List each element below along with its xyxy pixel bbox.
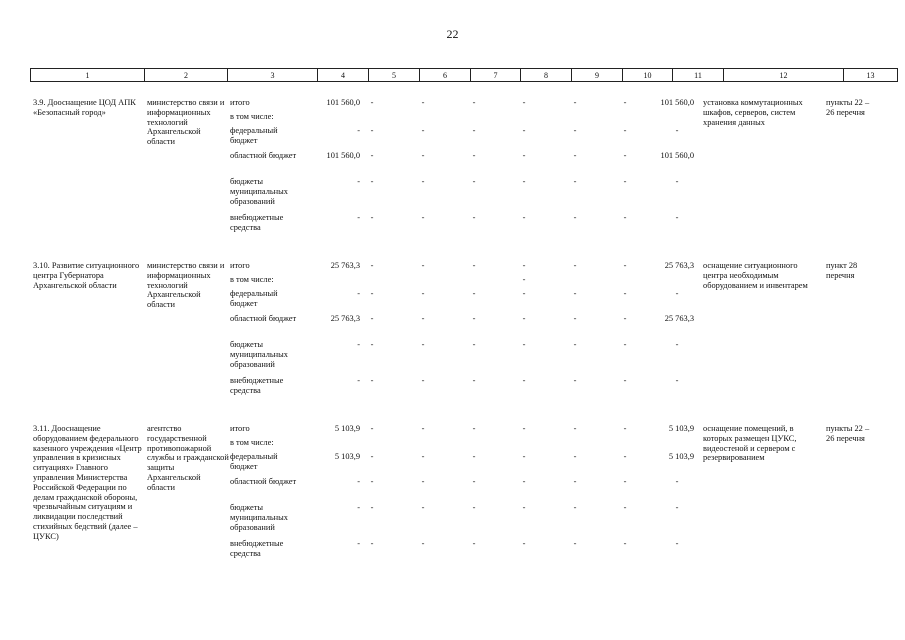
value-c5: - bbox=[370, 539, 374, 548]
column-number-header bbox=[30, 68, 898, 82]
column-header-1: 1 bbox=[31, 69, 145, 82]
value-c9: - bbox=[573, 177, 577, 186]
value-c9: - bbox=[573, 289, 577, 298]
value-c7: - bbox=[472, 424, 476, 433]
value-c7: - bbox=[472, 539, 476, 548]
value-c4: 101 560,0 bbox=[326, 151, 360, 160]
value-c8: - bbox=[522, 98, 526, 107]
value-c8: - bbox=[522, 376, 526, 385]
value-c9: - bbox=[573, 477, 577, 486]
value-c11: - bbox=[675, 213, 679, 222]
value-c9: - bbox=[573, 213, 577, 222]
measure-name: 3.9. Дооснащение ЦОД АПК «Безопасный город» bbox=[33, 98, 136, 117]
value-c9: - bbox=[573, 340, 577, 349]
value-c8: - bbox=[522, 539, 526, 548]
value-c4: 25 763,3 bbox=[330, 314, 360, 323]
value-c6: - bbox=[421, 539, 425, 548]
funding-source-label: областной бюджет bbox=[230, 477, 297, 486]
reference: пункты 22 – 26 перечня bbox=[826, 424, 870, 443]
value-c4: 101 560,0 bbox=[326, 98, 360, 107]
section-3-9 bbox=[30, 98, 877, 248]
value-c4: 25 763,3 bbox=[330, 261, 360, 270]
value-c7: - bbox=[472, 340, 476, 349]
value-c11: - bbox=[675, 126, 679, 135]
column-header-4: 4 bbox=[318, 69, 369, 82]
value-c9: - bbox=[573, 98, 577, 107]
value-c11: - bbox=[675, 539, 679, 548]
value-c5: - bbox=[370, 376, 374, 385]
value-c8: - bbox=[522, 126, 526, 135]
value-c4: - bbox=[357, 340, 360, 349]
value-c5: - bbox=[370, 213, 374, 222]
funding-source-label: внебюджетные средства bbox=[230, 539, 284, 558]
funding-source-label: внебюджетные средства bbox=[230, 376, 284, 395]
value-c7: - bbox=[472, 98, 476, 107]
value-c4: - bbox=[357, 126, 360, 135]
value-c5: - bbox=[370, 289, 374, 298]
column-header-11: 11 bbox=[673, 69, 724, 82]
funding-source-label: федеральный бюджет bbox=[230, 126, 278, 145]
measure-name: 3.11. Дооснащение оборудованием федерального казенного учреждения «Центр управления в кризисных ситуациях» Главного управления Министерства Российской Федерации по делам гражданской обороны, чрезвычайным ситуациям и ликвидации последствий стихийных бедствий (далее – ЦУКС) bbox=[33, 424, 142, 541]
value-c7: - bbox=[472, 177, 476, 186]
page-number: 22 bbox=[446, 27, 459, 41]
value-c4: - bbox=[357, 539, 360, 548]
value-c7: - bbox=[472, 376, 476, 385]
value-c7: - bbox=[472, 314, 476, 323]
value-c11: - bbox=[675, 503, 679, 512]
expected-result: оснащение помещений, в которых размещен ЦУКС, видеостеной и сервером с резервированием bbox=[703, 424, 797, 463]
value-c4: 5 103,9 bbox=[334, 424, 360, 433]
value-c10: - bbox=[623, 376, 627, 385]
value-c5: - bbox=[370, 452, 374, 461]
value-c11: 25 763,3 bbox=[664, 314, 694, 323]
value-c9: - bbox=[573, 503, 577, 512]
value-c6: - bbox=[421, 261, 425, 270]
value-c10: - bbox=[623, 539, 627, 548]
value-c6: - bbox=[421, 376, 425, 385]
value-c8: - bbox=[522, 340, 526, 349]
value-c4: - bbox=[357, 177, 360, 186]
value-c10: - bbox=[623, 424, 627, 433]
value-c10: - bbox=[623, 126, 627, 135]
column-header-3: 3 bbox=[228, 69, 318, 82]
executor: министерство связи и информационных технологий Архангельской области bbox=[147, 98, 225, 147]
value-c6: - bbox=[421, 98, 425, 107]
column-header-7: 7 bbox=[471, 69, 521, 82]
value-c11: - bbox=[675, 376, 679, 385]
value-c11: - bbox=[675, 340, 679, 349]
section-3-10 bbox=[30, 261, 877, 411]
value-c7: - bbox=[472, 213, 476, 222]
value-c4: 5 103,9 bbox=[334, 452, 360, 461]
value-c11: 101 560,0 bbox=[660, 98, 694, 107]
section-3-11 bbox=[30, 424, 877, 584]
value-c9: - bbox=[573, 376, 577, 385]
value-c9: - bbox=[573, 452, 577, 461]
value-c10: - bbox=[623, 261, 627, 270]
funding-source-label: бюджеты муниципальных образований bbox=[230, 503, 288, 532]
value-c9: - bbox=[573, 151, 577, 160]
value-c4: - bbox=[357, 289, 360, 298]
value-c9: - bbox=[573, 261, 577, 270]
value-c6: - bbox=[421, 126, 425, 135]
column-header-6: 6 bbox=[420, 69, 471, 82]
value-c8: - bbox=[522, 289, 526, 298]
value-c6: - bbox=[421, 452, 425, 461]
value-c4: - bbox=[357, 477, 360, 486]
value-c9: - bbox=[573, 126, 577, 135]
value-c7: - bbox=[472, 151, 476, 160]
value-c6: - bbox=[421, 477, 425, 486]
value-c5: - bbox=[370, 314, 374, 323]
funding-source-label: областной бюджет bbox=[230, 151, 297, 160]
value-c11: 5 103,9 bbox=[668, 452, 694, 461]
value-c6: - bbox=[421, 503, 425, 512]
executor: министерство связи и информационных технологий Архангельской области bbox=[147, 261, 225, 310]
value-c10: - bbox=[623, 289, 627, 298]
value-c5: - bbox=[370, 126, 374, 135]
value-c5: - bbox=[370, 424, 374, 433]
value-c6: - bbox=[421, 213, 425, 222]
value-c8: - bbox=[522, 452, 526, 461]
value-c10: - bbox=[623, 340, 627, 349]
funding-source-label: итого bbox=[230, 261, 250, 270]
column-header-5: 5 bbox=[369, 69, 420, 82]
value-c8: - bbox=[522, 177, 526, 186]
value-c11: - bbox=[675, 477, 679, 486]
value-c7: - bbox=[472, 126, 476, 135]
value-c8: - bbox=[522, 477, 526, 486]
value-c8: - bbox=[522, 275, 526, 284]
value-c10: - bbox=[623, 98, 627, 107]
value-c10: - bbox=[623, 151, 627, 160]
executor: агентство государственной противопожарной службы и гражданской защиты Архангельской области bbox=[147, 424, 229, 492]
value-c7: - bbox=[472, 452, 476, 461]
funding-source-label: бюджеты муниципальных образований bbox=[230, 177, 288, 206]
funding-source-label: внебюджетные средства bbox=[230, 213, 284, 232]
value-c7: - bbox=[472, 477, 476, 486]
value-c8: - bbox=[522, 314, 526, 323]
value-c6: - bbox=[421, 177, 425, 186]
value-c5: - bbox=[370, 503, 374, 512]
value-c4: - bbox=[357, 213, 360, 222]
value-c9: - bbox=[573, 539, 577, 548]
value-c10: - bbox=[623, 314, 627, 323]
value-c6: - bbox=[421, 151, 425, 160]
expected-result: оснащение ситуационного центра необходимым оборудованием и инвентарем bbox=[703, 261, 808, 290]
value-c8: - bbox=[522, 151, 526, 160]
value-c8: - bbox=[522, 213, 526, 222]
value-c10: - bbox=[623, 503, 627, 512]
value-c7: - bbox=[472, 503, 476, 512]
value-c11: 25 763,3 bbox=[664, 261, 694, 270]
value-c11: - bbox=[675, 289, 679, 298]
value-c6: - bbox=[421, 289, 425, 298]
funding-source-label: в том числе: bbox=[230, 112, 274, 121]
value-c10: - bbox=[623, 213, 627, 222]
value-c6: - bbox=[421, 314, 425, 323]
value-c8: - bbox=[522, 503, 526, 512]
funding-source-label: федеральный бюджет bbox=[230, 452, 278, 471]
funding-source-label: итого bbox=[230, 424, 250, 433]
reference: пункт 28 перечня bbox=[826, 261, 858, 280]
value-c5: - bbox=[370, 98, 374, 107]
column-header-12: 12 bbox=[724, 69, 844, 82]
funding-source-label: в том числе: bbox=[230, 275, 274, 284]
funding-source-label: бюджеты муниципальных образований bbox=[230, 340, 288, 369]
value-c5: - bbox=[370, 177, 374, 186]
column-header-10: 10 bbox=[623, 69, 673, 82]
value-c11: 101 560,0 bbox=[660, 151, 694, 160]
value-c4: - bbox=[357, 376, 360, 385]
column-header-9: 9 bbox=[572, 69, 623, 82]
value-c5: - bbox=[370, 477, 374, 486]
column-header-8: 8 bbox=[521, 69, 572, 82]
value-c11: - bbox=[675, 177, 679, 186]
measure-name: 3.10. Развитие ситуационного центра Губернатора Архангельской области bbox=[33, 261, 140, 290]
value-c11: 5 103,9 bbox=[668, 424, 694, 433]
funding-source-label: областной бюджет bbox=[230, 314, 297, 323]
column-header-13: 13 bbox=[844, 69, 898, 82]
funding-source-label: в том числе: bbox=[230, 438, 274, 447]
value-c7: - bbox=[472, 261, 476, 270]
value-c6: - bbox=[421, 340, 425, 349]
funding-source-label: итого bbox=[230, 98, 250, 107]
value-c10: - bbox=[623, 177, 627, 186]
reference: пункты 22 – 26 перечня bbox=[826, 98, 870, 117]
value-c10: - bbox=[623, 452, 627, 461]
value-c10: - bbox=[623, 477, 627, 486]
value-c8: - bbox=[522, 261, 526, 270]
value-c5: - bbox=[370, 151, 374, 160]
column-header-2: 2 bbox=[145, 69, 228, 82]
funding-source-label: федеральный бюджет bbox=[230, 289, 278, 308]
value-c4: - bbox=[357, 503, 360, 512]
value-c5: - bbox=[370, 340, 374, 349]
value-c9: - bbox=[573, 424, 577, 433]
value-c7: - bbox=[472, 289, 476, 298]
value-c5: - bbox=[370, 261, 374, 270]
value-c6: - bbox=[421, 424, 425, 433]
value-c8: - bbox=[522, 424, 526, 433]
expected-result: установка коммутационных шкафов, серверов, систем хранения данных bbox=[703, 98, 803, 127]
value-c9: - bbox=[573, 314, 577, 323]
